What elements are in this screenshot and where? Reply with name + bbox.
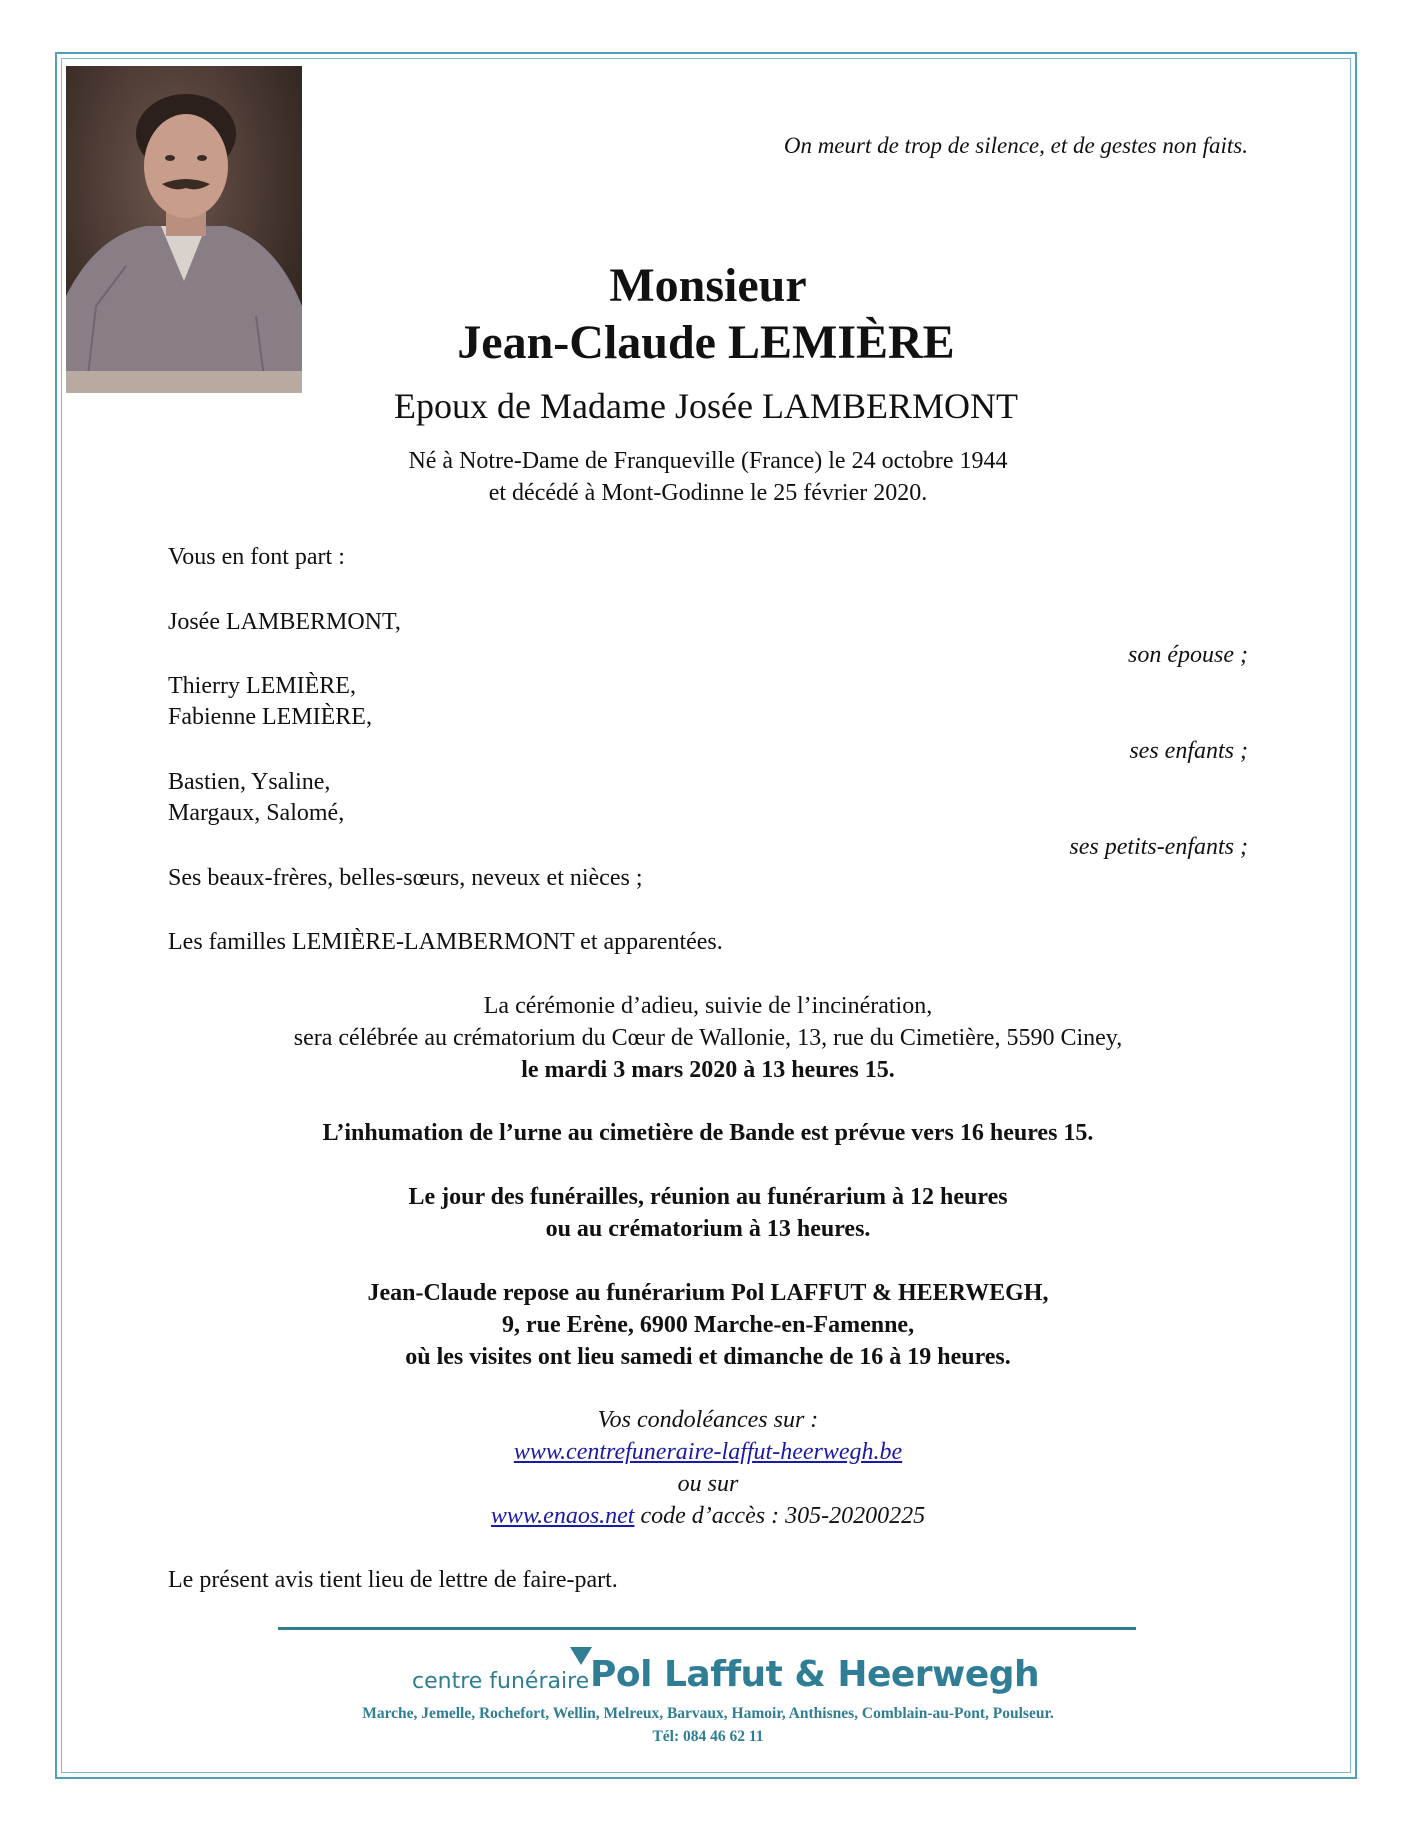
logo-triangle-icon [570,1647,592,1665]
epigraph-quote: On meurt de trop de silence, et de gestes non faits. [783,133,1248,158]
wife-role: son épouse ; [1128,642,1248,668]
in-laws-line: Ses beaux-frères, belles-sœurs, neveux et nièces ; [168,865,643,891]
grandchildren-role: ses petits-enfants ; [1069,834,1248,860]
wife-name: Josée LAMBERMONT, [168,609,401,635]
child-name: Fabienne LEMIÈRE, [168,704,372,730]
meeting-line-2: ou au crématorium à 13 heures. [545,1216,871,1242]
child-name: Thierry LEMIÈRE, [168,673,356,699]
death-line: et décédé à Mont-Godinne le 25 février 2020. [488,480,928,506]
access-code: code d’accès : 305-20200225 [634,1503,926,1529]
spouse-line: Epoux de Madame Josée LAMBERMONT [394,386,1018,426]
logo-subtitle: centre funéraire [412,1669,590,1694]
deceased-name: Jean-Claude LEMIÈRE [457,316,955,369]
closing-line: Le présent avis tient lieu de lettre de faire-part. [168,1567,618,1593]
condolences-or: ou sur [677,1471,739,1497]
announce-line: Vous en font part : [168,544,345,570]
logo-name: Pol Laffut & Heerwegh [590,1654,1040,1695]
ceremony-date: le mardi 3 mars 2020 à 13 heures 15. [521,1057,895,1083]
rest-line-1: Jean-Claude repose au funérarium Pol LAFFUT & HEERWEGH, [367,1280,1049,1306]
meeting-line-1: Le jour des funérailles, réunion au funérarium à 12 heures [408,1184,1008,1210]
condolences-intro: Vos condoléances sur : [597,1407,819,1433]
honorific: Monsieur [609,259,807,312]
condolences-link-wrap [0,1437,1416,1468]
rest-line-3: où les visites ont lieu samedi et dimanche de 16 à 19 heures. [405,1344,1011,1370]
condolences-link-primary[interactable]: www.centrefuneraire-laffut-heerwegh.be [513,1439,903,1465]
condolences-link-row [0,1501,1416,1532]
burial-line: L’inhumation de l’urne au cimetière de Bande est prévue vers 16 heures 15. [322,1120,1094,1146]
grandchildren-names: Bastien, Ysaline, [168,769,331,795]
logo-rule [278,1627,1136,1630]
logo-cities: Marche, Jemelle, Rochefort, Wellin, Melreux, Barvaux, Hamoir, Anthisnes, Comblain-au-Pont, Poulseur. [362,1705,1054,1722]
birth-line: Né à Notre-Dame de Franqueville (France) le 24 octobre 1944 [408,448,1008,474]
children-role: ses enfants ; [1129,738,1248,764]
rest-line-2: 9, rue Erène, 6900 Marche-en-Famenne, [501,1312,915,1338]
logo-phone: Tél: 084 46 62 11 [652,1728,764,1745]
families-line: Les familles LEMIÈRE-LAMBERMONT et apparentées. [168,929,723,955]
grandchildren-names: Margaux, Salomé, [168,800,345,826]
ceremony-line-2: sera célébrée au crématorium du Cœur de Wallonie, 13, rue du Cimetière, 5590 Ciney, [293,1025,1123,1051]
condolences-link-enaos[interactable]: www.enaos.net [490,1503,635,1529]
ceremony-line-1: La cérémonie d’adieu, suivie de l’incinération, [483,993,933,1019]
